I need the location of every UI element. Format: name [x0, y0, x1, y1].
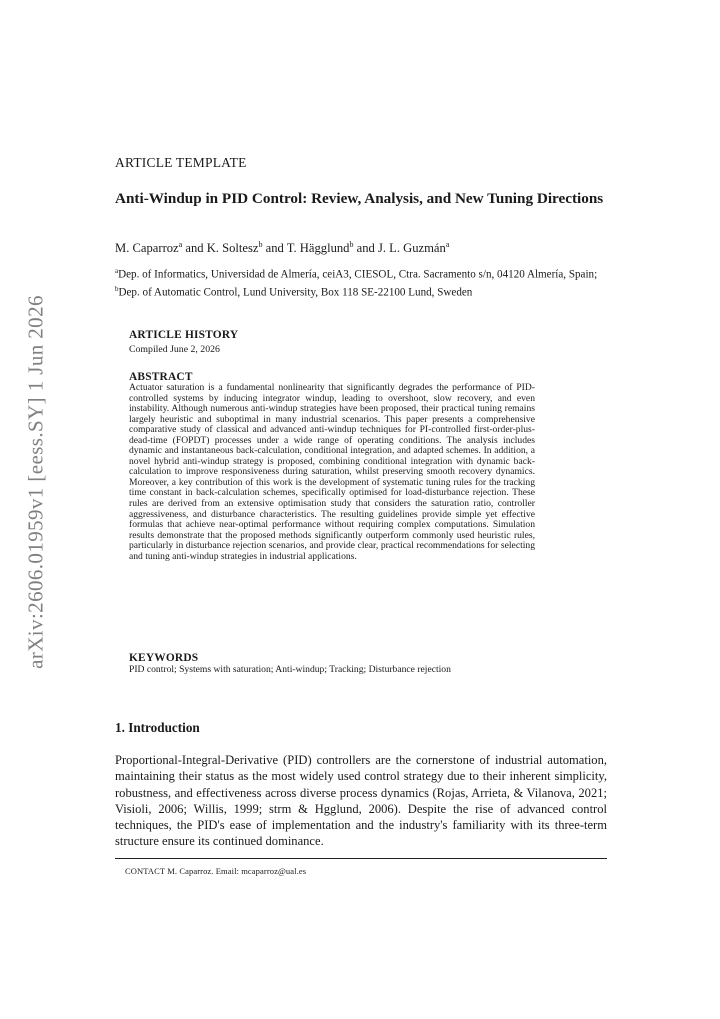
compiled-date: Compiled June 2, 2026: [129, 344, 220, 355]
affiliation-marker: a: [115, 267, 119, 275]
affiliation-marker: b: [115, 285, 119, 294]
abstract-heading: ABSTRACT: [129, 371, 193, 383]
arxiv-identifier: arXiv:2606.01959v1 [eess.SY] 1 Jun 2026: [23, 295, 48, 669]
affiliation-marker: a: [178, 240, 183, 249]
author-list: [115, 240, 449, 256]
paper-title: Anti-Windup in PID Control: Review, Analysis, and New Tuning Directions: [115, 190, 604, 207]
affiliation-marker: b: [349, 240, 354, 249]
affiliation-marker: b: [258, 240, 263, 249]
author-separator: and: [353, 241, 378, 256]
author-name: M. Caparroz: [115, 241, 179, 256]
abstract-body: Actuator saturation is a fundamental nonlinearity that significantly degrades the performance of PID-controlled systems by inducing integrator windup, leading to overshoot, slow recovery, and even instability. Although numerous anti-windup strategies have been proposed, their practical tuning remains largely heuristic and suboptimal in many industrial scenarios. This paper presents a comprehensive comparative study of classical and advanced anti-windup techniques for PI-controlled first-order-plus-dead-time (FOPDT) processes under a wide range of operating conditions. The analysis includes dynamic and instantaneous back-calculation, conditional integration, and adapted schemes. In addition, a novel hybrid anti-windup strategy is proposed, combining conditional integration with dynamic back-calculation to improve responsiveness during saturation, whilst preserving smooth recovery dynamics. Moreover, a key contribution of this work is the development of systematic tuning rules for the tracking time constant in back-calculation schemes, specifically optimised for load-disturbance rejection. These rules are derived from an extensive optimisation study that considers the saturation ratio, controller aggressiveness, and disturbance characteristics. The resulting guidelines provide simple yet effective formulas that achieve near-optimal performance without requiring complex computations. Simulation results demonstrate that the proposed methods significantly outperform commonly used heuristic rules, particularly in disturbance rejection scenarios, and provide clear, practical recommendations for selecting and tuning anti-windup strategies in industrial applications.: [129, 382, 535, 562]
keywords-heading: KEYWORDS: [129, 652, 199, 664]
affiliation-text: Dep. of Informatics, Universidad de Almería, ceiA3, CIESOL, Ctra. Sacramento s/n, 04120 Almería, Spain;: [118, 268, 598, 281]
contact-footnote: CONTACT M. Caparroz. Email: mcaparroz@ual.es: [125, 866, 307, 876]
section-heading: 1. Introduction: [115, 720, 200, 735]
introduction-paragraph: Proportional-Integral-Derivative (PID) controllers are the cornerstone of industrial automation, maintaining their status as the most widely used control strategy due to their inherent simplicity, robustness, and effectiveness across diverse process dynamics (Rojas, Arrieta, & Vilanova, 2021; Visioli, 2006; Willis, 1999; strm & Hgglund, 2006). Despite the rise of advanced control techniques, the PID's ease of implementation and the industry's familiarity with its three-term structure ensure its continued dominance.: [115, 753, 607, 849]
affiliation-text: Dep. of Automatic Control, Lund University, Box 118 SE-22100 Lund, Sweden: [118, 286, 473, 299]
author-separator: and: [182, 241, 207, 256]
author-name: J. L. Guzmán: [377, 241, 446, 256]
footnote-divider: [115, 858, 607, 859]
keywords-list: PID control; Systems with saturation; Anti-windup; Tracking; Disturbance rejection: [129, 664, 451, 675]
affiliation-marker: a: [445, 240, 450, 249]
article-history-heading: ARTICLE HISTORY: [129, 329, 239, 341]
author-separator: and: [262, 241, 287, 256]
article-type-label: ARTICLE TEMPLATE: [115, 155, 247, 170]
author-name: T. Hägglund: [286, 241, 350, 256]
author-name: K. Soltesz: [206, 241, 259, 256]
affiliations: [115, 264, 607, 301]
